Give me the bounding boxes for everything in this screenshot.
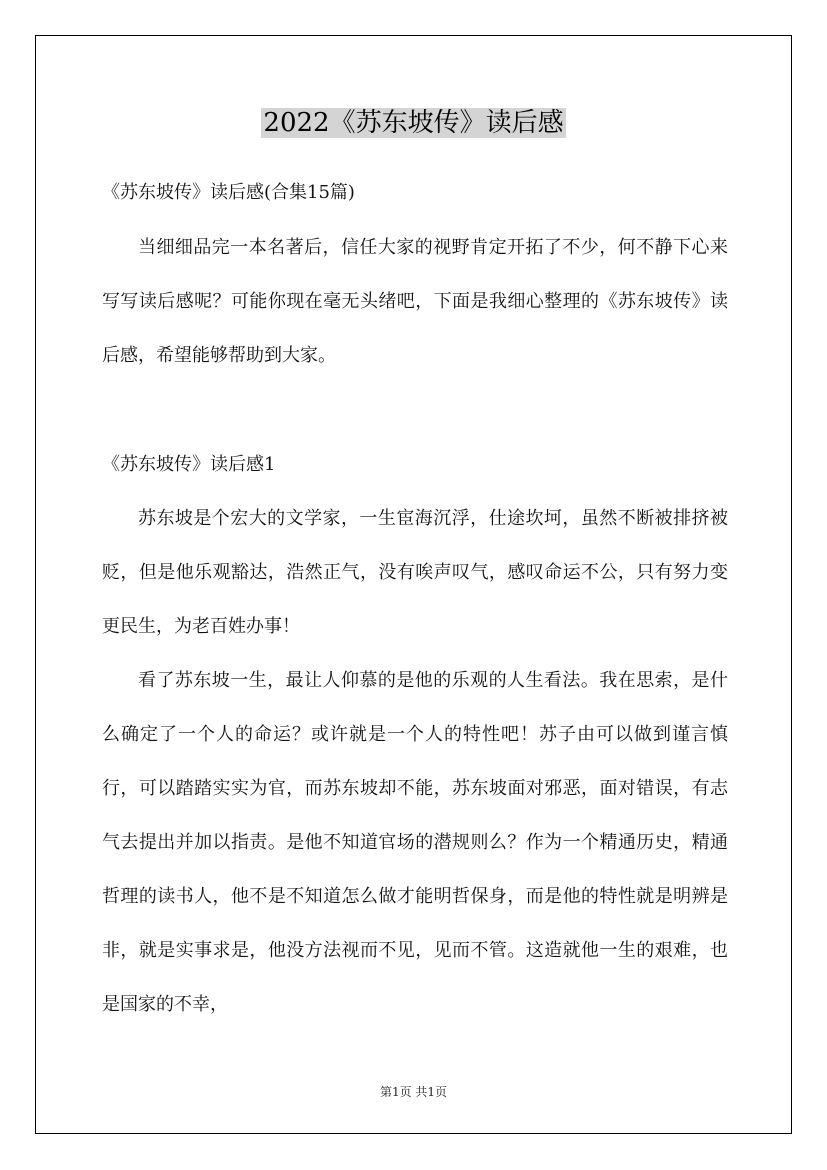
body-paragraph-1: 苏东坡是个宏大的文学家，一生宦海沉浮，仕途坎坷，虽然不断被排挤被贬，但是他乐观豁达，浩然正气，没有唉声叹气，感叹命运不公，只有努力变更民生，为老百姓办事！ <box>102 508 728 637</box>
body-paragraph-2: 看了苏东坡一生，最让人仰慕的是他的乐观的人生看法。我在思索，是什么确定了一个人的命运？或许就是一个人的特性吧！苏子由可以做到谨言慎行，可以踏踏实实为官，而苏东坡却不能，苏东坡面对邪恶，面对错误，有志气去提出并加以指责。是他不知道官场的潜规则么？作为一个精通历史，精通哲理的读书人，他不是不知道怎么做才能明哲保身，而是他的特性就是明辨是非，就是实事求是，他没方法视而不见，见而不管。这造就他一生的艰难，也是国家的不幸， <box>102 670 728 1015</box>
document-title: 2022《苏东坡传》读后感 <box>263 108 564 138</box>
document-title-wrapper <box>0 100 827 146</box>
document-subtitle: 《苏东坡传》读后感(合集15篇) <box>102 182 355 203</box>
section-heading: 《苏东坡传》读后感1 <box>102 454 276 475</box>
page-footer: 第1页 共1页 <box>379 1085 448 1099</box>
intro-paragraph: 当细细品完一本名著后，信任大家的视野肯定开拓了不少，何不静下心来写写读后感呢？可能你现在毫无头绪吧，下面是我细心整理的《苏东坡传》读后感，希望能够帮助到大家。 <box>102 237 728 366</box>
